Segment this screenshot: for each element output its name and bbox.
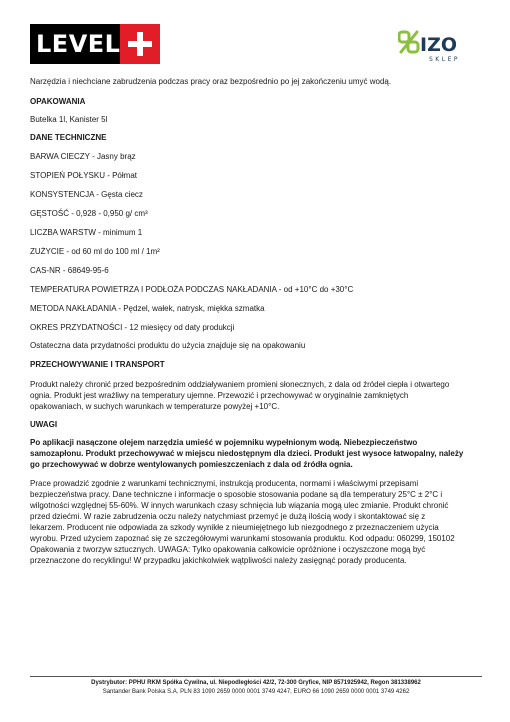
tech-line: KONSYSTENCJA - Gęsta ciecz — [30, 190, 143, 199]
izo-sklep-logo — [398, 27, 480, 67]
section-heading-storage: PRZECHOWYWANIE I TRANSPORT — [30, 360, 165, 369]
izo-logo-sub: SKLEP — [429, 56, 460, 63]
storage-line: Produkt należy chronić przed bezpośrednim oddziaływaniem promieni słonecznych, z dala od źródeł ciepła i otwartego — [30, 380, 450, 389]
tech-line: METODA NAKŁADANIA - Pędzel, wałek, natrysk, miękka szmatka — [30, 304, 265, 313]
tech-line: ZUŻYCIE - od 60 ml do 100 ml / 1m² — [30, 247, 160, 256]
tech-line: TEMPERATURA POWIETRZA I PODŁOŻA PODCZAS NAKŁADANIA - od +10°C do +30°C — [30, 285, 354, 294]
warning-line: Po aplikacji nasączone olejem narzędzia umieść w pojemniku wypełnionym wodą. Niebezpieczeństwo — [30, 438, 418, 447]
uwagi-line: wyrobu. Przed użyciem zapoznać się ze szczegółowymi warunkami stosowania produktu. Kod odpadu: 060299, 150102 — [30, 534, 455, 543]
section-heading-opakowania: OPAKOWANIA — [30, 97, 86, 106]
uwagi-line: Opakowania z tworzyw sztucznych. UWAGA: Tylko opakowania całkowicie opróżnione i oczyszczone mogą być — [30, 545, 426, 554]
footer — [30, 679, 482, 697]
footer-divider — [30, 676, 482, 677]
level-plus-logo — [30, 24, 160, 64]
uwagi-line: wilgotności względnej 55-60%. W innych warunkach czasy schnięcia lub wiązania mogą ulec zmianie. Produkt chronić — [30, 501, 449, 510]
uwagi-line: przed dziećmi. W razie zabrudzenia oczu należy natychmiast przemyć je dużą ilością wody i skontaktować się z — [30, 512, 426, 521]
tech-line: GĘSTOŚĆ - 0,928 - 0,950 g/ cm³ — [30, 209, 148, 218]
storage-line: opakowaniach, w suchych warunkach w temperaturze powyżej +10°C. — [30, 402, 280, 411]
uwagi-line: przeznaczone do recyklingu! W przypadku jakichkolwiek wątpliwości należy zasięgnąć porady producenta. — [30, 556, 407, 565]
uwagi-line: bezpieczeństwa pracy. Dane techniczne i informacje o sposobie stosowania podane są dla temperatury 25°C ± 2°C i — [30, 490, 443, 499]
warning-line: samozapłonu. Produkt przechowywać w miejscu niedostępnym dla dzieci. Produkt jest wysoce łatwopalny, należy — [30, 449, 464, 458]
plus-icon — [120, 24, 160, 64]
tech-line: LICZBA WARSTW - minimum 1 — [30, 228, 143, 237]
level-logo-text: LEVEL — [30, 24, 120, 64]
footer-bank: Santander Bank Polska S.A. PLN 83 1090 2659 0000 0001 3749 4247, EURO 66 1090 2659 0000 0001 3749 4262 — [102, 689, 410, 695]
warning-line: go przechowywać w dobrze wentylowanych pomieszczeniach z dala od źródła ognia. — [30, 460, 353, 469]
tech-line: OKRES PRZYDATNOŚCI - 12 miesięcy od daty produkcji — [30, 323, 235, 332]
tech-line: Ostateczna data przydatności produktu do użycia znajduje się na opakowaniu — [30, 341, 306, 350]
section-heading-uwagi: UWAGI — [30, 420, 58, 429]
opakowania-text: Butelka 1l, Kanister 5l — [30, 115, 108, 124]
section-heading-dane: DANE TECHNICZNE — [30, 133, 107, 142]
uwagi-line: lekarzem. Producent nie odpowiada za szkody wynikłe z nieumiejętnego lub niezgodnego z przeznaczeniem użycia — [30, 523, 439, 532]
storage-line: ognia. Produkt jest wrażliwy na temperatury ujemne. Przewozić i przechowywać w oryginalnie zamkniętych — [30, 391, 409, 400]
izo-emblem-icon — [399, 32, 418, 52]
header — [0, 0, 510, 72]
footer-distributor: Dystrybutor: PPHU RKM Spółka Cywilna, ul. Niepodległości 42/2, 72-300 Gryfice, NIP 8571925942, Regon 381338962 — [91, 680, 421, 686]
intro-text: Narzędzia i niechciane zabrudzenia podczas pracy oraz bezpośrednio po jej zakończeniu umyć wodą. — [30, 77, 392, 86]
tech-line: CAS-NR - 68649-95-6 — [30, 266, 109, 275]
tech-line: BARWA CIECZY - Jasny brąz — [30, 152, 136, 161]
tech-line: STOPIEŃ POŁYSKU - Półmat — [30, 171, 137, 180]
uwagi-line: Prace prowadzić zgodnie z warunkami technicznymi, instrukcją producenta, normami i właściwymi przepisami — [30, 479, 419, 488]
izo-logo-name: IZO — [420, 34, 457, 56]
